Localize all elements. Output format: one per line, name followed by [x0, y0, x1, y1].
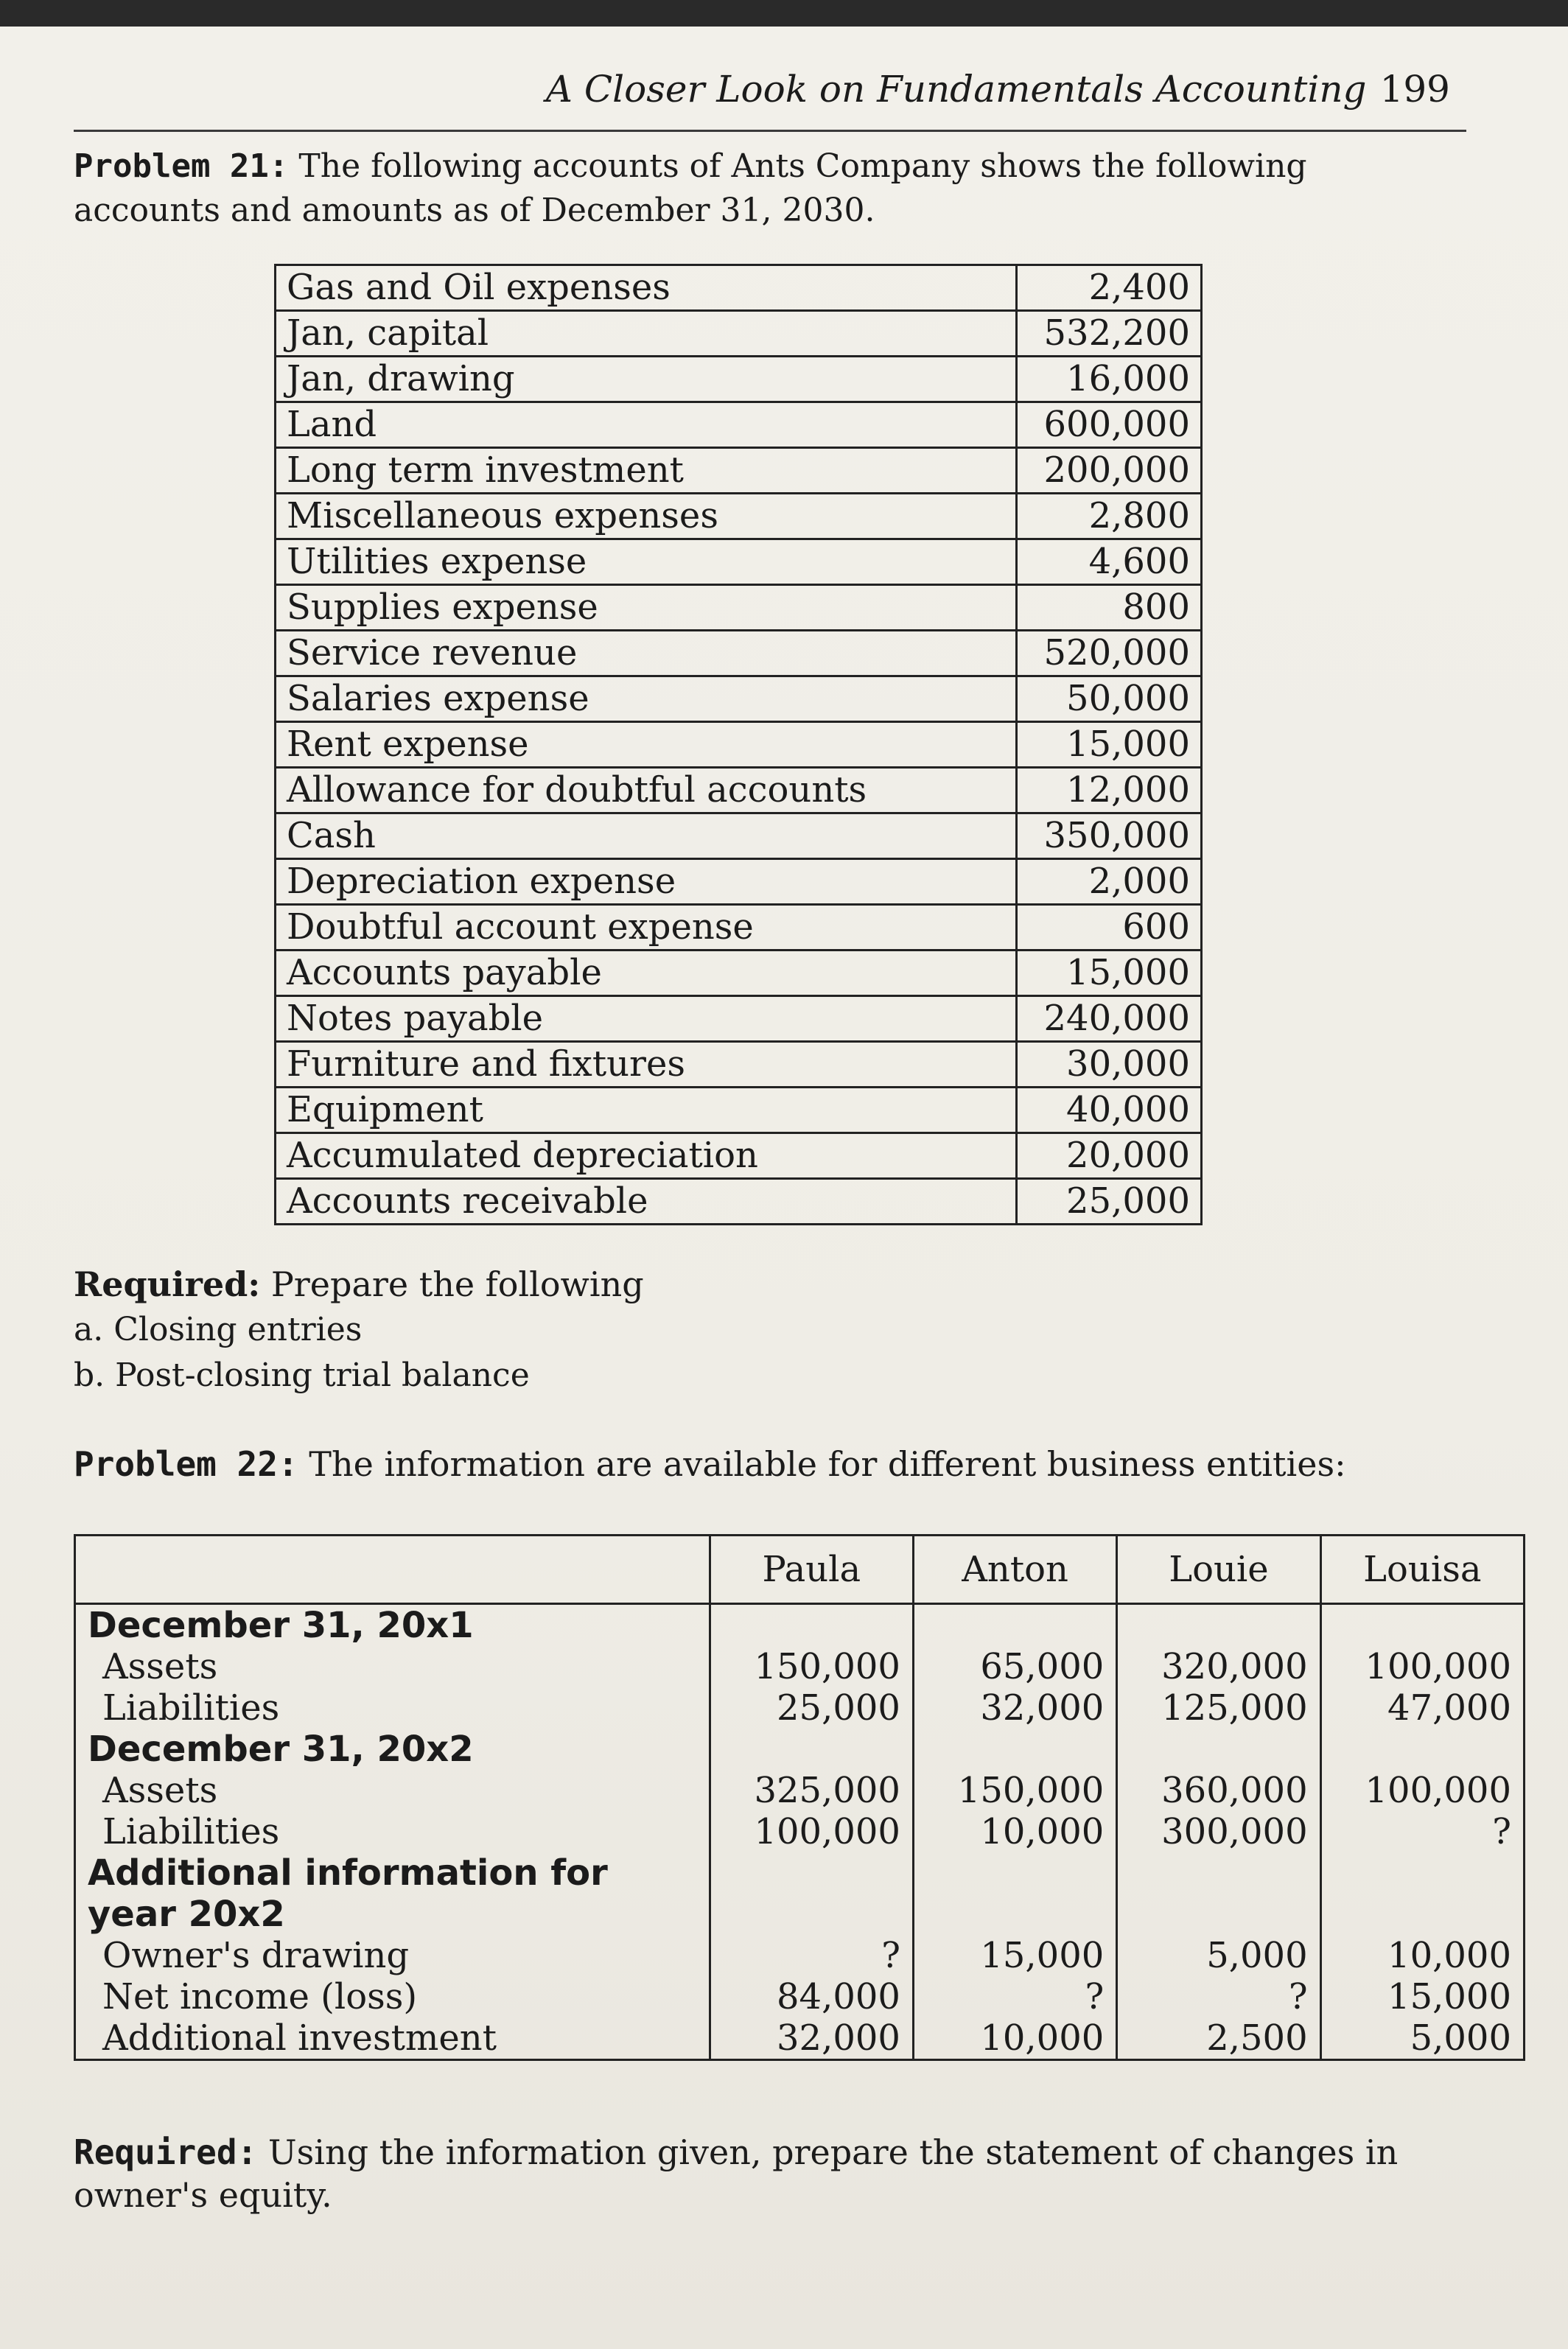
account-row — [276, 585, 1202, 631]
cell-value: 5,000 — [1117, 1935, 1320, 1976]
table-row — [75, 1646, 1525, 1687]
account-row — [276, 905, 1202, 951]
account-amount: 2,400 — [1017, 265, 1202, 311]
photo-edge — [0, 0, 1568, 27]
cell-value: 150,000 — [913, 1770, 1116, 1811]
account-name: Rent expense — [276, 722, 1017, 768]
account-row — [276, 402, 1202, 448]
column-header: Anton — [913, 1536, 1116, 1604]
account-amount: 4,600 — [1017, 539, 1202, 585]
cell-value: 10,000 — [1320, 1935, 1524, 1976]
account-row — [276, 996, 1202, 1042]
problem-22-label: Problem 22: — [74, 1444, 298, 1484]
cell-value: 10,000 — [913, 2017, 1116, 2060]
account-name: Salaries expense — [276, 676, 1017, 722]
accounts-table — [274, 264, 1203, 1225]
cell-value: 150,000 — [710, 1646, 913, 1687]
account-amount: 800 — [1017, 585, 1202, 631]
entities-header-row — [75, 1536, 1525, 1604]
account-amount: 350,000 — [1017, 813, 1202, 859]
cell-value: 300,000 — [1117, 1811, 1320, 1852]
account-name: Depreciation expense — [276, 859, 1017, 905]
account-row — [276, 311, 1202, 357]
problem-22-text: The information are available for different business entities: — [309, 1444, 1346, 1484]
account-amount: 30,000 — [1017, 1042, 1202, 1088]
row-label: Liabilities — [75, 1687, 710, 1729]
cell-value: 47,000 — [1320, 1687, 1524, 1729]
problem-22-required — [74, 2131, 1474, 2216]
book-title: A Closer Look on Fundamentals Accounting — [545, 68, 1367, 111]
required-label: Required: — [74, 2132, 258, 2172]
cell-value: ? — [710, 1935, 913, 1976]
account-name: Service revenue — [276, 631, 1017, 676]
account-amount: 2,800 — [1017, 494, 1202, 539]
cell-value: 84,000 — [710, 1976, 913, 2017]
account-row — [276, 631, 1202, 676]
required-text: Prepare the following — [270, 1264, 644, 1304]
account-amount: 600,000 — [1017, 402, 1202, 448]
cell-value: 100,000 — [710, 1811, 913, 1852]
account-amount: 15,000 — [1017, 722, 1202, 768]
cell-value: ? — [1117, 1976, 1320, 2017]
cell-value: 10,000 — [913, 1811, 1116, 1852]
account-amount: 20,000 — [1017, 1133, 1202, 1179]
cell-value: 360,000 — [1117, 1770, 1320, 1811]
cell-value: 65,000 — [913, 1646, 1116, 1687]
account-row — [276, 265, 1202, 311]
account-row — [276, 448, 1202, 494]
account-name: Doubtful account expense — [276, 905, 1017, 951]
table-row — [75, 1811, 1525, 1852]
account-amount: 520,000 — [1017, 631, 1202, 676]
account-amount: 2,000 — [1017, 859, 1202, 905]
account-amount: 240,000 — [1017, 996, 1202, 1042]
account-name: Accounts payable — [276, 951, 1017, 996]
account-row — [276, 357, 1202, 402]
header-blank — [75, 1536, 710, 1604]
account-row — [276, 951, 1202, 996]
problem-21-required — [74, 1261, 644, 1398]
account-amount: 600 — [1017, 905, 1202, 951]
cell-value: ? — [1320, 1811, 1524, 1852]
cell-value — [1320, 1729, 1524, 1770]
account-name: Accounts receivable — [276, 1179, 1017, 1225]
row-label: Liabilities — [75, 1811, 710, 1852]
table-row — [75, 1687, 1525, 1729]
cell-value: 32,000 — [710, 2017, 913, 2060]
problem-22-intro — [74, 1444, 1346, 1484]
cell-value: 100,000 — [1320, 1646, 1524, 1687]
problem-21-intro — [74, 144, 1459, 233]
page-number: 199 — [1379, 68, 1450, 111]
section-label: December 31, 20x1 — [75, 1604, 710, 1647]
cell-value — [1320, 1852, 1524, 1935]
account-name: Equipment — [276, 1088, 1017, 1133]
required-text: Using the information given, prepare the statement of changes in owner's equity. — [74, 2132, 1399, 2215]
cell-value: 25,000 — [710, 1687, 913, 1729]
cell-value — [1320, 1604, 1524, 1647]
account-row — [276, 722, 1202, 768]
column-header: Louisa — [1320, 1536, 1524, 1604]
account-name: Accumulated depreciation — [276, 1133, 1017, 1179]
cell-value — [1117, 1852, 1320, 1935]
cell-value: 125,000 — [1117, 1687, 1320, 1729]
required-item-a: a. Closing entries — [74, 1311, 363, 1348]
cell-value: 100,000 — [1320, 1770, 1524, 1811]
cell-value: 15,000 — [913, 1935, 1116, 1976]
account-name: Cash — [276, 813, 1017, 859]
cell-value — [710, 1852, 913, 1935]
header-rule — [74, 130, 1466, 132]
account-name: Gas and Oil expenses — [276, 265, 1017, 311]
cell-value: ? — [913, 1976, 1116, 2017]
account-amount: 532,200 — [1017, 311, 1202, 357]
required-label: Required: — [74, 1264, 261, 1304]
cell-value: 15,000 — [1320, 1976, 1524, 2017]
running-header — [546, 68, 1450, 111]
column-header: Paula — [710, 1536, 913, 1604]
account-name: Notes payable — [276, 996, 1017, 1042]
account-name: Utilities expense — [276, 539, 1017, 585]
section-row — [75, 1852, 1525, 1935]
section-label: Additional information for year 20x2 — [75, 1852, 710, 1935]
account-name: Long term investment — [276, 448, 1017, 494]
problem-21-text: The following accounts of Ants Company shows the following accounts and amounts as of December 31, 2030. — [74, 147, 1307, 229]
account-row — [276, 1179, 1202, 1225]
cell-value: 320,000 — [1117, 1646, 1320, 1687]
cell-value: 32,000 — [913, 1687, 1116, 1729]
row-label: Assets — [75, 1646, 710, 1687]
account-name: Allowance for doubtful accounts — [276, 768, 1017, 813]
table-row — [75, 1935, 1525, 1976]
account-amount: 200,000 — [1017, 448, 1202, 494]
row-label: Net income (loss) — [75, 1976, 710, 2017]
section-row — [75, 1604, 1525, 1647]
cell-value — [913, 1604, 1116, 1647]
account-name: Furniture and fixtures — [276, 1042, 1017, 1088]
problem-21-label: Problem 21: — [74, 147, 289, 185]
cell-value — [710, 1604, 913, 1647]
account-row — [276, 1088, 1202, 1133]
account-amount: 25,000 — [1017, 1179, 1202, 1225]
account-row — [276, 494, 1202, 539]
account-amount: 40,000 — [1017, 1088, 1202, 1133]
table-row — [75, 2017, 1525, 2060]
account-row — [276, 859, 1202, 905]
account-row — [276, 539, 1202, 585]
table-row — [75, 1976, 1525, 2017]
entities-table — [74, 1534, 1525, 2061]
cell-value: 325,000 — [710, 1770, 913, 1811]
account-amount: 12,000 — [1017, 768, 1202, 813]
account-name: Jan, drawing — [276, 357, 1017, 402]
cell-value: 5,000 — [1320, 2017, 1524, 2060]
cell-value — [1117, 1604, 1320, 1647]
section-label: December 31, 20x2 — [75, 1729, 710, 1770]
row-label: Assets — [75, 1770, 710, 1811]
required-item-b: b. Post-closing trial balance — [74, 1356, 530, 1394]
account-row — [276, 1133, 1202, 1179]
cell-value — [913, 1729, 1116, 1770]
account-amount: 15,000 — [1017, 951, 1202, 996]
cell-value — [913, 1852, 1116, 1935]
account-name: Land — [276, 402, 1017, 448]
account-name: Miscellaneous expenses — [276, 494, 1017, 539]
cell-value — [710, 1729, 913, 1770]
account-row — [276, 768, 1202, 813]
cell-value: 2,500 — [1117, 2017, 1320, 2060]
account-name: Supplies expense — [276, 585, 1017, 631]
account-row — [276, 676, 1202, 722]
section-row — [75, 1729, 1525, 1770]
row-label: Owner's drawing — [75, 1935, 710, 1976]
row-label: Additional investment — [75, 2017, 710, 2060]
table-row — [75, 1770, 1525, 1811]
account-amount: 16,000 — [1017, 357, 1202, 402]
account-amount: 50,000 — [1017, 676, 1202, 722]
account-row — [276, 813, 1202, 859]
cell-value — [1117, 1729, 1320, 1770]
column-header: Louie — [1117, 1536, 1320, 1604]
account-row — [276, 1042, 1202, 1088]
account-name: Jan, capital — [276, 311, 1017, 357]
